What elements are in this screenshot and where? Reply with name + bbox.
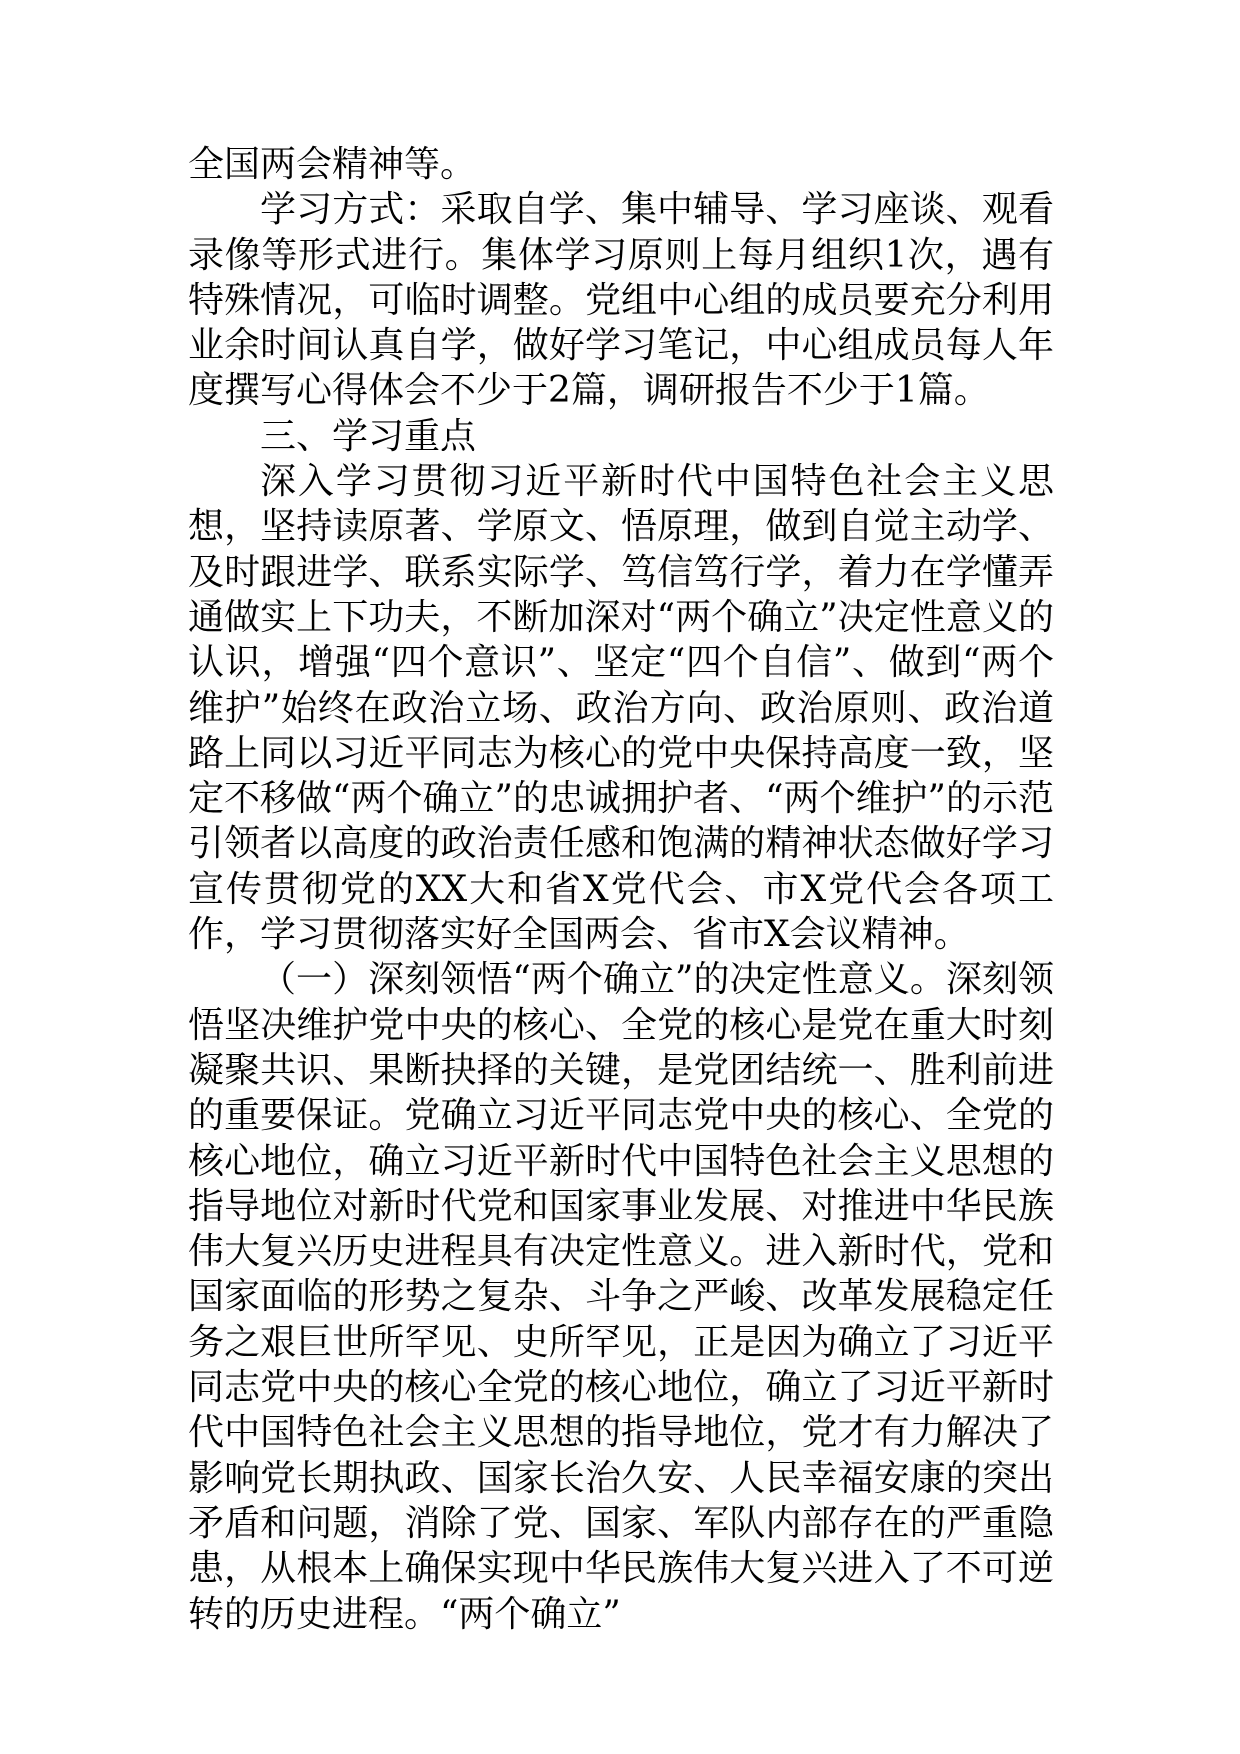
document-body [188,142,1054,1637]
paragraph-study-focus: 深入学习贯彻习近平新时代中国特色社会主义思想，坚持读原著、学原文、悟原理，做到自觉主动学、及时跟进学、联系实际学、笃信笃行学，着力在学懂弄通做实上下功夫，不断加深对“两个确立”决定性意义的认识，增强“四个意识”、坚定“四个自信”、做到“两个维护”始终在政治立场、政治方向、政治原则、政治道路上同以习近平同志为核心的党中央保持高度一致，坚定不移做“两个确立”的忠诚拥护者、“两个维护”的示范引领者以高度的政治责任感和饱满的精神状态做好学习宣传贯彻党的XX大和省X党代会、市X党代会各项工作，学习贯彻落实好全国两会、省市X会议精神。 [188,461,1054,956]
paragraph-subsection-one: （一）深刻领悟“两个确立”的决定性意义。深刻领悟坚决维护党中央的核心、全党的核心是党在重大时刻凝聚共识、果断抉择的关键，是党团结统一、胜利前进的重要保证。党确立习近平同志党中央的核心、全党的核心地位，确立习近平新时代中国特色社会主义思想的指导地位对新时代党和国家事业发展、对推进中华民族伟大复兴历史进程具有决定性意义。进入新时代，党和国家面临的形势之复杂、斗争之严峻、改革发展稳定任务之艰巨世所罕见、史所罕见，正是因为确立了习近平同志党中央的核心全党的核心地位，确立了习近平新时代中国特色社会主义思想的指导地位，党才有力解决了影响党长期执政、国家长治久安、人民幸福安康的突出矛盾和问题，消除了党、国家、军队内部存在的严重隐患，从根本上确保实现中华民族伟大复兴进入了不可逆转的历史进程。“两个确立” [188,959,1054,1635]
paragraph-study-method: 学习方式：采取自学、集中辅导、学习座谈、观看录像等形式进行。集体学习原则上每月组织1次，遇有特殊情况，可临时调整。党组中心组的成员要充分利用业余时间认真自学，做好学习笔记，中心组成员每人年度撰写心得体会不少于2篇，调研报告不少于1篇。 [188,189,1054,412]
section-heading-study-focus: 三、学习重点 [260,415,477,457]
paragraph-continuation: 全国两会精神等。 [188,144,477,185]
